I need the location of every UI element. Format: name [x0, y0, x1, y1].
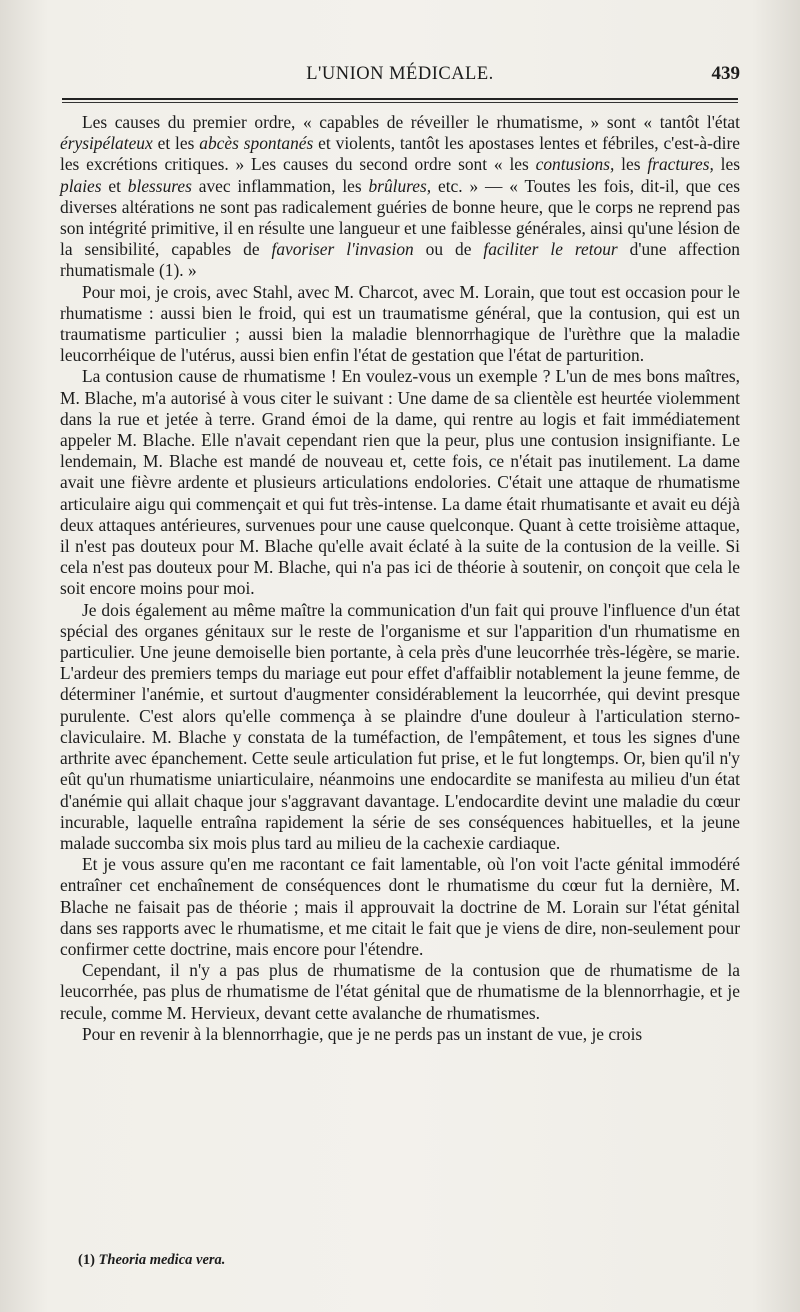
text-run: Cependant, il n'y a pas plus de rhumatisme de la contusion que de rhumatisme de la leucorrhée, pas plus de rhumatisme de l'état génital que de rhumatisme de la blennorrhagie, et je recule, comme M. Hervieux, devant cette avalanche de rhumatismes. [60, 960, 740, 1023]
text-run: et violents, tantôt les apostases lentes et fébriles, c'est-à-dire les excrétions critiques. » Les causes du second ordre sont « les [60, 133, 740, 175]
text-run: d'une affection rhumatismale (1). » [60, 239, 741, 281]
text-run: Je dois également au même maître la communication d'un fait qui prouve l'influence d'un état spécial des organes génitaux sur le reste de l'organisme et sur l'apparition d'un rhumatisme en particulier. Une jeune demoiselle bien portante, à cela près d'une leucorrhée très-légère, se marie. L'ardeur des premiers temps du mariage eut pour effet d'affaiblir notablement la jeune femme, de déterminer l'anémie, et surtout d'augmenter considérablement la leucorrhée, qui devint presque purulente. C'est alors qu'elle commença à se plaindre d'une douleur à l'articulation sterno-claviculaire. M. Blache y constata de la tuméfaction, de l'empâtement, et tous les signes d'une arthrite avec épanchement. Cette seule articulation fut prise, et le fut longtemps. Or, bien qu'il n'y eût qu'un rhumatisme uniarticulaire, néanmoins une endocardite se manifesta au milieu d'un état d'anémie qui allait chaque jour s'aggravant davantage. L'endocardite devint une maladie du cœur incurable, laquelle entraîna rapidement la série de ses conséquences habituelles, et la jeune malade succomba six mois plus tard au milieu de la cachexie cardiaque. [60, 599, 740, 853]
footnote-text: Theoria medica vera. [98, 1252, 226, 1268]
page-number: 439 [711, 63, 740, 84]
italic-text: contusions, [535, 154, 615, 175]
italic-text: abcès spontanés [199, 133, 314, 154]
text-run: La contusion cause de rhumatisme ! En voulez-vous un exemple ? L'un de mes bons maîtres, M. Blache, m'a autorisé à vous citer le suivant : Une dame de sa clientèle est heurtée violemment dans la rue et jetée à terre. Grand émoi de la dame, qui rentre au logis et fait immédiatement appeler M. Blache. Elle n'avait cependant rien que la peur, plus une contusion insignifiante. Le lendemain, M. Blache est mandé de nouveau et, cette fois, ce n'était pas inutilement. La dame avait une fièvre ardente et plusieurs articulations endolories. C'était une attaque de rhumatisme articulaire aigu qui commençait et qui fut très-intense. La dame était rhumatisante et avait eu déjà deux attaques antérieures, survenues pour une cause quelconque. Quant à cette troisième attaque, il n'est pas douteux pour M. Blache qu'elle avait éclaté à la suite de la contusion de la veille. Si cela n'est pas douteux pour M. Blache, qui n'a pas ici de théorie à soutenir, on conçoit que cela le soit encore moins pour moi. [60, 366, 740, 599]
text-run: ou de [413, 239, 484, 260]
page-header [60, 60, 740, 92]
italic-text: favoriser l'invasion [271, 239, 414, 260]
paragraph [60, 366, 740, 599]
text-run: les [614, 154, 648, 175]
text-run: les [713, 154, 740, 175]
paragraph [60, 960, 740, 1024]
footnote-marker: (1) [78, 1252, 95, 1268]
italic-text: fractures, [647, 154, 714, 175]
italic-text: plaies [60, 175, 102, 196]
paragraph [60, 282, 740, 367]
paragraph [60, 1024, 740, 1045]
body-text [60, 112, 740, 1045]
header-rule [62, 98, 738, 100]
paragraph [60, 600, 740, 854]
text-run: avec inflammation, les [191, 175, 369, 196]
text-run: Pour en revenir à la blennorrhagie, que je ne perds pas un instant de vue, je crois [82, 1023, 643, 1044]
text-run: et [101, 175, 128, 196]
paragraph [60, 854, 740, 960]
italic-text: érysipélateux [60, 133, 153, 154]
italic-text: faciliter le retour [483, 239, 618, 260]
text-run: etc. » — « Toutes les fois, dit-il, que ces diverses altérations ne sont pas radicalement guéries de bonne heure, que le corps ne reprend pas son intégrité primitive, il en résulte une langueur et une faiblesse générales, ainsi qu'une lésion de la sensibilité, capables de [60, 175, 741, 260]
italic-text: blessures [127, 175, 192, 196]
text-run: Et je vous assure qu'en me racontant ce fait lamentable, où l'on voit l'acte génital immodéré entraîner cet enchaînement de conséquences dont le rhumatisme du cœur fut la dernière, M. Blache ne faisait pas de théorie ; mais il approuvait la doctrine de M. Lorain sur l'état génital dans ses rapports avec le rhumatisme, et me citait le fait que je viens de dire, non-seulement pour confirmer cette doctrine, mais encore pour l'étendre. [60, 854, 740, 959]
text-run: Les causes du premier ordre, « capables de réveiller le rhumatisme, » sont « tantôt l'état [82, 112, 740, 132]
text-run: Pour moi, je crois, avec Stahl, avec M. Charcot, avec M. Lorain, que tout est occasion pour le rhumatisme : aussi bien le froid, qui est un traumatisme général, que la contusion, qui est un traumatisme particulier ; aussi bien la maladie blennorrhagique de l'urèthre que la maladie leucorrhéique de l'utérus, aussi bien enfin l'état de gestation que l'état de parturition. [60, 281, 740, 366]
text-run: et les [152, 133, 200, 154]
header-rule-thin [62, 102, 738, 103]
footnote [78, 1252, 225, 1269]
italic-text: brûlures, [368, 175, 432, 196]
paragraph [60, 112, 740, 282]
running-title: L'UNION MÉDICALE. [306, 64, 494, 84]
